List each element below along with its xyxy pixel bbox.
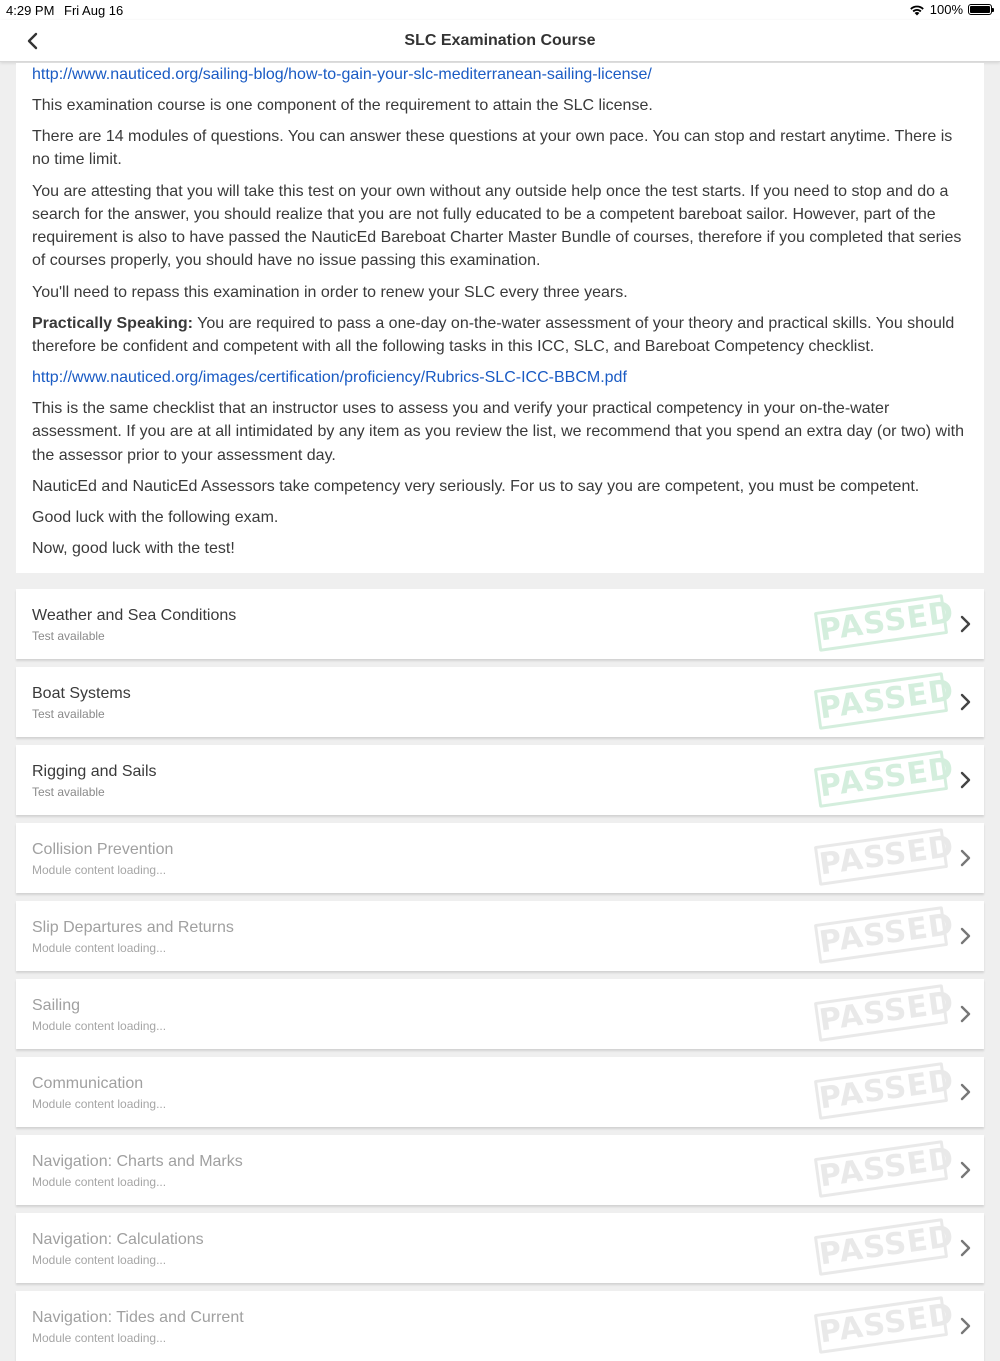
- module-status: Module content loading...: [32, 1019, 167, 1033]
- module-item-slip-departures[interactable]: [16, 901, 984, 971]
- status-time: 4:29 PM: [6, 3, 55, 18]
- intro-paragraph: Now, good luck with the test!: [32, 540, 235, 558]
- module-title: Sailing: [32, 997, 81, 1014]
- chevron-right-icon: [954, 1159, 976, 1181]
- chevron-right-icon: [954, 1237, 976, 1259]
- chevron-right-icon: [954, 847, 976, 869]
- module-status: Module content loading...: [32, 1175, 167, 1189]
- module-title: Rigging and Sails: [32, 763, 157, 780]
- chevron-right-icon: [954, 613, 976, 635]
- module-item-rigging[interactable]: [16, 745, 984, 815]
- module-item-nav-calculations[interactable]: [16, 1213, 984, 1283]
- chevron-right-icon: [954, 691, 976, 713]
- module-status: Module content loading...: [32, 1097, 167, 1111]
- passed-stamp: PASSED: [814, 1062, 948, 1120]
- wifi-icon: [909, 4, 925, 16]
- course-description: [16, 63, 984, 573]
- module-title: Navigation: Charts and Marks: [32, 1153, 243, 1170]
- module-status: Test available: [32, 785, 105, 799]
- chevron-right-icon: [954, 769, 976, 791]
- passed-stamp: PASSED: [814, 594, 948, 652]
- intro-paragraph: This examination course is one component of the requirement to attain the SLC license.: [32, 97, 653, 115]
- module-item-communication[interactable]: [16, 1057, 984, 1127]
- module-item-weather[interactable]: [16, 589, 984, 659]
- checklist-pdf-link[interactable]: http://www.nauticed.org/images/certification/proficiency/Rubrics-SLC-ICC-BBCM.pdf: [32, 369, 627, 387]
- battery-percent: 100%: [929, 2, 963, 17]
- module-title: Navigation: Tides and Current: [32, 1309, 244, 1326]
- status-right: [909, 2, 992, 17]
- module-item-sailing[interactable]: [16, 979, 984, 1049]
- passed-stamp: PASSED: [814, 750, 948, 808]
- intro-paragraph: Good luck with the following exam.: [32, 508, 279, 526]
- chevron-right-icon: [954, 1081, 976, 1103]
- module-item-boat-systems[interactable]: [16, 667, 984, 737]
- module-status: Module content loading...: [32, 1331, 167, 1345]
- module-status: Module content loading...: [32, 941, 167, 955]
- status-bar: [0, 0, 1000, 20]
- passed-stamp: PASSED: [814, 1140, 948, 1198]
- page-title: SLC Examination Course: [404, 32, 596, 49]
- module-item-collision[interactable]: [16, 823, 984, 893]
- passed-stamp: PASSED: [814, 828, 948, 886]
- passed-stamp: PASSED: [814, 1218, 948, 1276]
- intro-paragraph: NauticEd and NauticEd Assessors take competency very seriously. For us to say you are competent, you must be competent.: [32, 477, 920, 495]
- module-title: Slip Departures and Returns: [32, 919, 234, 936]
- module-status: Test available: [32, 707, 105, 721]
- navigation-bar: [0, 20, 1000, 62]
- slc-blog-link[interactable]: http://www.nauticed.org/sailing-blog/how-to-gain-your-slc-mediterranean-sailing-license/: [32, 66, 652, 83]
- passed-stamp: PASSED: [814, 906, 948, 964]
- passed-stamp: PASSED: [814, 1296, 948, 1354]
- passed-stamp: PASSED: [814, 672, 948, 730]
- practically-speaking-label: Practically Speaking:: [32, 314, 193, 332]
- status-date: Fri Aug 16: [64, 3, 124, 18]
- chevron-right-icon: [954, 925, 976, 947]
- chevron-right-icon: [954, 1003, 976, 1025]
- intro-paragraph: You'll need to repass this examination in order to renew your SLC every three years.: [32, 283, 628, 301]
- module-item-nav-charts[interactable]: [16, 1135, 984, 1205]
- intro-paragraph: This is the same checklist that an instructor uses to assess you and verify your practical competency in your on-the-water assessment. If you are at all intimidated by any item as you review the list, we recommend that you spend an extra day (or two) with the assessor prior to your assessment day.: [32, 400, 964, 464]
- intro-paragraph: You are attesting that you will take this test on your own without any outside help once the test starts. If you need to stop and do a search for the answer, you should realize that you are not fully educated to be a competent bareboat sailor. However, part of the requirement is also to have passed the NauticEd Bareboat Charter Master Bundle of courses, therefore if you completed that series of courses properly, you should have no issue passing this examination.: [32, 182, 962, 270]
- passed-stamp: PASSED: [814, 984, 948, 1042]
- intro-paragraph: [32, 312, 968, 359]
- module-title: Boat Systems: [32, 685, 131, 702]
- module-status: Module content loading...: [32, 863, 167, 877]
- module-title: Navigation: Calculations: [32, 1231, 204, 1248]
- module-title: Weather and Sea Conditions: [32, 607, 237, 624]
- module-title: Collision Prevention: [32, 841, 174, 858]
- module-title: Communication: [32, 1075, 144, 1092]
- module-status: Test available: [32, 629, 105, 643]
- battery-icon: [968, 4, 992, 15]
- module-status: Module content loading...: [32, 1253, 167, 1267]
- module-item-nav-tides[interactable]: [16, 1291, 984, 1361]
- practically-speaking-text: You are required to pass a one-day on-the-water assessment of your theory and practical skills. You should therefore be confident and competent with all the following tasks in this ICC, SLC, and Bareboat Competency checklist.: [32, 314, 955, 355]
- intro-paragraph: There are 14 modules of questions. You can answer these questions at your own pace. You can stop and restart anytime. There is no time limit.: [32, 128, 953, 169]
